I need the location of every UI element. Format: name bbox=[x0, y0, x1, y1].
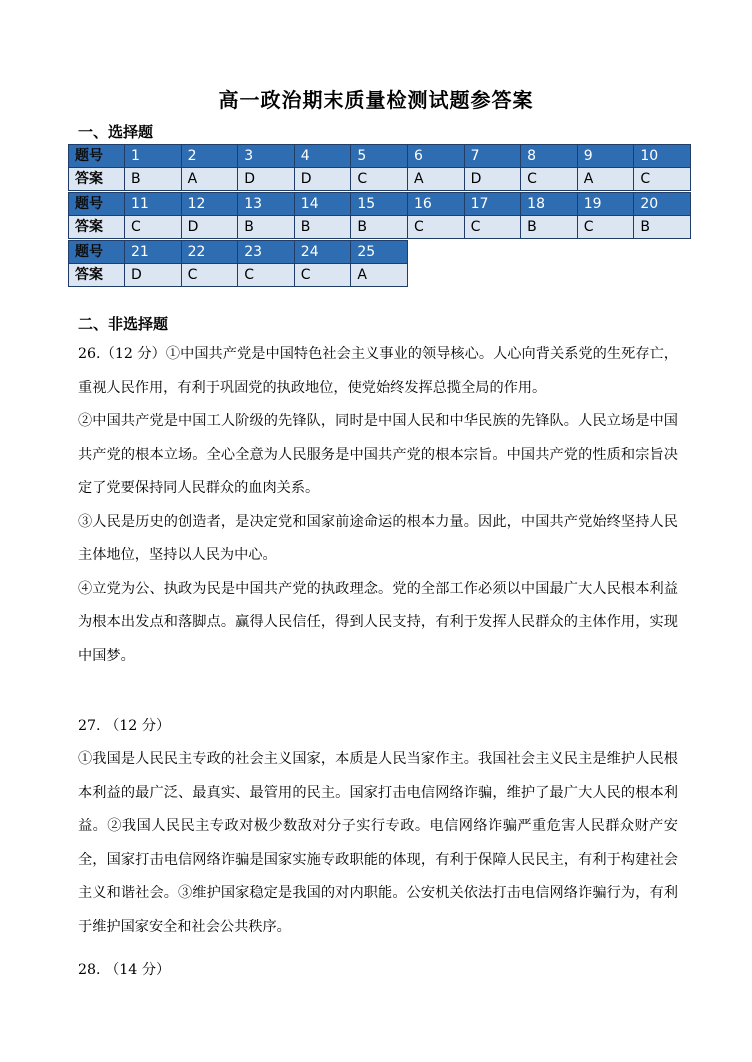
question-number-row bbox=[69, 145, 691, 168]
question-number-cell: 11 bbox=[125, 193, 182, 216]
answer-table-row-3 bbox=[68, 240, 408, 287]
question-number-cell: 10 bbox=[634, 145, 691, 168]
answer-row bbox=[69, 264, 408, 287]
answer-cell: A bbox=[407, 168, 464, 191]
answer-cell: C bbox=[407, 216, 464, 239]
section-heading-non-choice: 二、非选择题 bbox=[78, 315, 169, 333]
answer-cell: C bbox=[181, 264, 238, 287]
question-number-cell: 2 bbox=[181, 145, 238, 168]
paragraph: ②中国共产党是中国工人阶级的先锋队，同时是中国人民和中华民族的先锋队。人民立场是中国共产党的根本立场。全心全意为人民服务是中国共产党的根本宗旨。中国共产党的性质和宗旨决定了党要保持同人民群众的血肉关系。 bbox=[78, 413, 678, 496]
question-number-label: 题号 bbox=[69, 241, 125, 264]
answer-cell: D bbox=[464, 168, 521, 191]
question-number-cell: 17 bbox=[464, 193, 521, 216]
answer-label: 答案 bbox=[69, 216, 125, 239]
question-number-cell: 20 bbox=[634, 193, 691, 216]
answer-table-row-1 bbox=[68, 144, 691, 191]
answer-row bbox=[69, 216, 691, 239]
answer-cell: C bbox=[125, 216, 182, 239]
question-number-cell: 23 bbox=[238, 241, 295, 264]
answer-cell: C bbox=[464, 216, 521, 239]
answer-cell: A bbox=[181, 168, 238, 191]
question-number-cell: 7 bbox=[464, 145, 521, 168]
question-number-cell: 24 bbox=[294, 241, 351, 264]
question-number-cell: 15 bbox=[351, 193, 408, 216]
answer-row bbox=[69, 168, 691, 191]
answer-cell: A bbox=[351, 264, 408, 287]
question-number-cell: 21 bbox=[125, 241, 182, 264]
paragraph: ③人民是历史的创造者，是决定党和国家前途命运的根本力量。因此，中国共产党始终坚持人民主体地位，坚持以人民为中心。 bbox=[78, 513, 678, 563]
answer-label: 答案 bbox=[69, 168, 125, 191]
question-number-cell: 22 bbox=[181, 241, 238, 264]
answer-cell: D bbox=[238, 168, 295, 191]
answer-cell: D bbox=[181, 216, 238, 239]
question-number-label: 题号 bbox=[69, 145, 125, 168]
answer-cell: C bbox=[238, 264, 295, 287]
question-number-cell: 13 bbox=[238, 193, 295, 216]
question-number-cell: 16 bbox=[407, 193, 464, 216]
answer-cell: B bbox=[125, 168, 182, 191]
question-number-cell: 6 bbox=[407, 145, 464, 168]
question-28-heading: 28. （14 分） bbox=[78, 962, 171, 978]
question-number-cell: 9 bbox=[577, 145, 634, 168]
question-26-answer bbox=[78, 338, 678, 673]
answer-cell: B bbox=[238, 216, 295, 239]
paragraph: ④立党为公、执政为民是中国共产党的执政理念。党的全部工作必须以中国最广大人民根本利益为根本出发点和落脚点。赢得人民信任，得到人民支持，有利于发挥人民群众的主体作用，实现中国梦。 bbox=[78, 580, 678, 664]
answer-cell: C bbox=[521, 168, 578, 191]
question-number-cell: 4 bbox=[294, 145, 351, 168]
question-number-cell: 3 bbox=[238, 145, 295, 168]
question-number-cell: 19 bbox=[577, 193, 634, 216]
question-number-label: 题号 bbox=[69, 193, 125, 216]
question-27-heading: 27. （12 分） bbox=[78, 718, 171, 734]
answer-cell: B bbox=[634, 216, 691, 239]
question-27-answer bbox=[78, 743, 678, 944]
answer-label: 答案 bbox=[69, 264, 125, 287]
question-number-cell: 5 bbox=[351, 145, 408, 168]
answer-cell: D bbox=[294, 168, 351, 191]
answer-cell: B bbox=[521, 216, 578, 239]
paragraph: ①我国是人民民主专政的社会主义国家，本质是人民当家作主。我国社会主义民主是维护人民根本利益的最广泛、最真实、最管用的民主。国家打击电信网络诈骗，维护了最广大人民的根本利益。②我国人民民主专政对极少数敌对分子实行专政。电信网络诈骗严重危害人民群众财产安全，国家打击电信网络诈骗是国家实施专政职能的体现，有利于保障人民民主，有利于构建社会主义和谐社会。③维护国家稳定是我国的对内职能。公安机关依法打击电信网络诈骗行为，有利于维护国家安全和社会公共秩序。 bbox=[78, 751, 678, 935]
question-number-row bbox=[69, 241, 408, 264]
question-number-cell: 25 bbox=[351, 241, 408, 264]
answer-cell: C bbox=[577, 216, 634, 239]
answer-table-row-2 bbox=[68, 192, 691, 239]
question-number-cell: 18 bbox=[521, 193, 578, 216]
answer-cell: A bbox=[577, 168, 634, 191]
page-title: 高一政治期末质量检测试题参答案 bbox=[218, 88, 534, 112]
section-heading-choice: 一、选择题 bbox=[78, 123, 154, 141]
question-number-cell: 1 bbox=[125, 145, 182, 168]
answer-cell: B bbox=[351, 216, 408, 239]
answer-cell: C bbox=[634, 168, 691, 191]
paragraph: 26.（12 分）①中国共产党是中国特色社会主义事业的领导核心。人心向背关系党的生死存亡，重视人民作用，有利于巩固党的执政地位，使党始终发挥总揽全局的作用。 bbox=[78, 346, 678, 396]
question-number-cell: 8 bbox=[521, 145, 578, 168]
question-number-cell: 14 bbox=[294, 193, 351, 216]
question-number-cell: 12 bbox=[181, 193, 238, 216]
answer-cell: B bbox=[294, 216, 351, 239]
answer-cell: C bbox=[294, 264, 351, 287]
answer-cell: D bbox=[125, 264, 182, 287]
answer-cell: C bbox=[351, 168, 408, 191]
question-number-row bbox=[69, 193, 691, 216]
